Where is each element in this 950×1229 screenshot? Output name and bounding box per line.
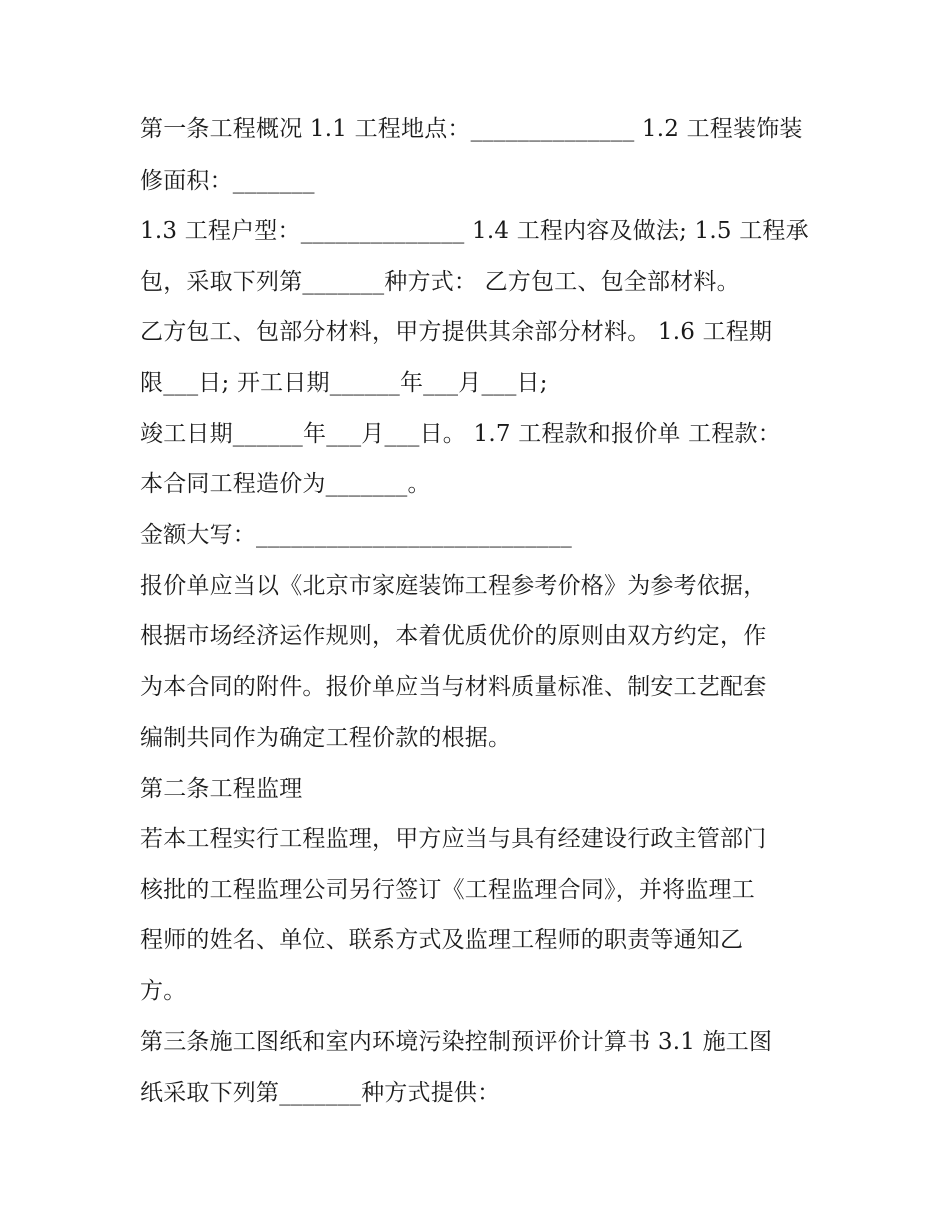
- text-line: 编制共同作为确定工程价款的根据。: [140, 725, 512, 751]
- text-line: 1.3 工程户型：______________ 1.4 工程内容及做法; 1.5 工程承: [140, 218, 809, 244]
- text-line: 修面积：_______: [140, 168, 315, 194]
- text-line: 程师的姓名、单位、联系方式及监理工程师的职责等通知乙: [140, 927, 744, 953]
- text-line: 包，采取下列第_______种方式： 乙方包工、包全部材料。: [140, 269, 740, 295]
- text-line: 乙方包工、包部分材料，甲方提供其余部分材料。 1.6 工程期: [140, 319, 773, 345]
- section-heading: 第二条工程监理: [140, 776, 303, 802]
- text-line: 限___日; 开工日期______年___月___日;: [140, 370, 548, 396]
- text-line: 根据市场经济运作规则，本着优质优价的原则由双方约定，作: [140, 623, 767, 649]
- text-line: 报价单应当以《北京市家庭装饰工程参考价格》为参考依据，: [140, 573, 767, 599]
- text-line: 方。: [140, 978, 187, 1004]
- text-line: 核批的工程监理公司另行签订《工程监理合同》，并将监理工: [140, 877, 755, 903]
- text-line: 本合同工程造价为_______。: [140, 471, 431, 497]
- text-line: 为本合同的附件。报价单应当与材料质量标准、制安工艺配套: [140, 674, 767, 700]
- text-line: 第一条工程概况 1.1 工程地点：______________ 1.2 工程装饰装: [140, 116, 803, 142]
- text-line: 若本工程实行工程监理，甲方应当与具有经建设行政主管部门: [140, 826, 767, 852]
- text-line: 纸采取下列第_______种方式提供：: [140, 1080, 501, 1106]
- text-line: 第三条施工图纸和室内环境污染控制预评价计算书 3.1 施工图: [140, 1029, 773, 1055]
- text-line: 金额大写：___________________________: [140, 522, 572, 548]
- text-line: 竣工日期______年___月___日。 1.7 工程款和报价单 工程款：: [140, 421, 781, 447]
